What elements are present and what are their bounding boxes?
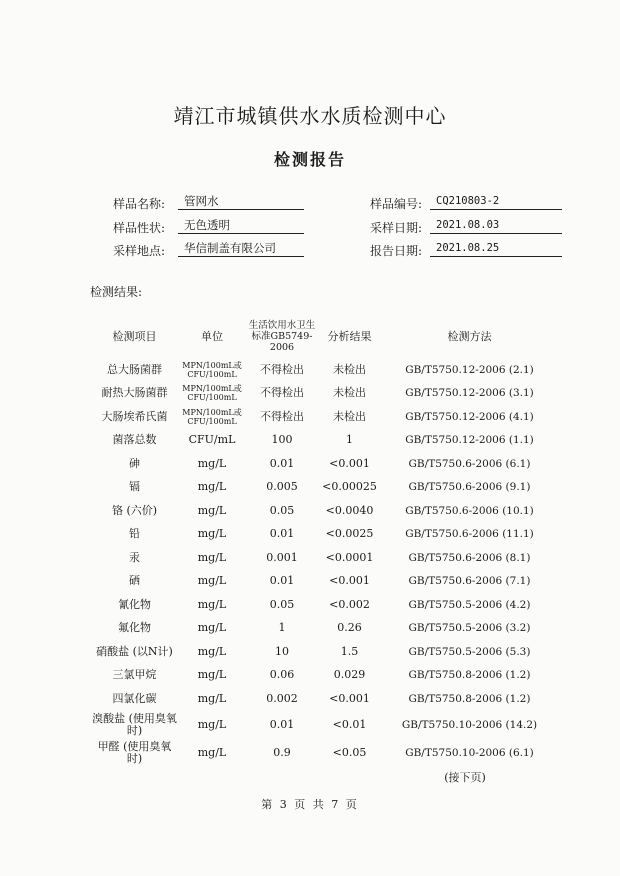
- header-item: 检测项目: [112, 330, 157, 343]
- row-item: 砷: [129, 456, 140, 470]
- row-unit: MPN/100mL或CFU/100mL: [182, 384, 242, 403]
- row-item: 铅: [129, 527, 140, 541]
- row-item: 甲醛 (使用臭氧时): [97, 739, 172, 765]
- row-unit: MPN/100mL或CFU/100mL: [182, 407, 242, 426]
- row-result: 未检出: [333, 362, 366, 376]
- results-label: 检测结果:: [90, 285, 143, 299]
- organization-name: 靖江市城镇供水水质检测中心: [173, 104, 447, 128]
- row-method: GB/T5750.6-2006 (9.1): [408, 481, 531, 494]
- table-row: [92, 382, 557, 406]
- row-limit: 0.001: [266, 550, 298, 564]
- row-unit: mg/L: [197, 745, 227, 759]
- sample-no-value: CQ210803-2: [430, 193, 562, 210]
- row-unit: CFU/mL: [188, 433, 236, 447]
- row-limit: 0.01: [269, 574, 295, 588]
- table-header-row: [92, 314, 557, 358]
- row-unit: mg/L: [197, 503, 227, 517]
- row-limit: 0.05: [269, 503, 295, 517]
- sample-name-label: 样品名称:: [113, 197, 166, 211]
- row-limit: 0.9: [273, 745, 291, 759]
- row-method: GB/T5750.6-2006 (7.1): [408, 575, 531, 588]
- table-row: [92, 405, 557, 429]
- header-standard: 生活饮用水卫生标准GB5749-2006: [248, 319, 316, 353]
- row-item: 镉: [129, 480, 140, 494]
- table-row: [92, 358, 557, 382]
- row-result: <0.00025: [322, 480, 377, 494]
- row-item: 耐热大肠菌群: [101, 386, 168, 400]
- row-limit: 不得检出: [260, 362, 304, 376]
- header-unit: 单位: [201, 330, 223, 343]
- row-unit: mg/L: [197, 527, 227, 541]
- row-unit: mg/L: [197, 480, 227, 494]
- row-result: <0.001: [329, 691, 370, 705]
- row-result: 1: [346, 433, 353, 447]
- sampling-date-value: 2021.08.03: [430, 217, 562, 234]
- row-result: <0.05: [332, 745, 367, 759]
- table-row: [92, 617, 557, 641]
- row-result: 0.029: [333, 668, 366, 682]
- row-method: GB/T5750.10-2006 (14.2): [401, 718, 538, 731]
- sample-nature-label: 样品性状:: [113, 221, 166, 235]
- table-row: [92, 452, 557, 476]
- row-unit: MPN/100mL或CFU/100mL: [182, 360, 242, 379]
- table-row: [92, 476, 557, 500]
- row-method: GB/T5750.5-2006 (4.2): [408, 598, 531, 611]
- row-method: GB/T5750.8-2006 (1.2): [408, 692, 531, 705]
- row-result: 未检出: [333, 386, 366, 400]
- row-result: <0.0001: [325, 550, 374, 564]
- row-item: 氰化物: [118, 597, 151, 611]
- row-limit: 不得检出: [260, 409, 304, 423]
- row-method: GB/T5750.6-2006 (11.1): [405, 528, 534, 541]
- table-row: [92, 523, 557, 547]
- row-method: GB/T5750.10-2006 (6.1): [405, 746, 534, 759]
- row-unit: mg/L: [197, 574, 227, 588]
- row-item: 氟化物: [118, 621, 151, 635]
- sample-no-label: 样品编号:: [370, 197, 423, 211]
- report-date-value: 2021.08.25: [430, 240, 562, 257]
- row-unit: mg/L: [197, 456, 227, 470]
- row-result: 0.26: [337, 621, 362, 635]
- row-item: 硒: [129, 574, 140, 588]
- table-row: [92, 570, 557, 594]
- row-item: 总大肠菌群: [107, 362, 162, 376]
- row-result: 未检出: [333, 409, 366, 423]
- table-row: [92, 640, 557, 664]
- row-limit: 0.005: [266, 480, 298, 494]
- row-unit: mg/L: [197, 668, 227, 682]
- row-limit: 10: [275, 644, 289, 658]
- row-limit: 0.002: [266, 691, 298, 705]
- sampling-site-label: 采样地点:: [113, 244, 166, 258]
- table-row: [92, 546, 557, 570]
- row-item: 三氯甲烷: [112, 668, 157, 682]
- report-title: 检测报告: [273, 150, 346, 169]
- row-result: <0.001: [329, 574, 370, 588]
- header-result: 分析结果: [327, 330, 372, 343]
- row-item: 菌落总数: [112, 433, 157, 447]
- row-unit: mg/L: [197, 691, 227, 705]
- row-method: GB/T5750.6-2006 (6.1): [408, 457, 531, 470]
- sample-nature-value: 无色透明: [178, 217, 304, 234]
- row-unit: mg/L: [197, 550, 227, 564]
- row-method: GB/T5750.6-2006 (10.1): [405, 504, 534, 517]
- header-method: 检测方法: [447, 330, 492, 343]
- row-method: GB/T5750.5-2006 (5.3): [408, 645, 531, 658]
- sample-name-value: 管网水: [178, 193, 304, 210]
- results-table: [92, 314, 557, 767]
- row-result: <0.0025: [325, 527, 374, 541]
- sampling-site-value: 华信制盖有限公司: [178, 240, 304, 257]
- table-row: [92, 429, 557, 453]
- row-method: GB/T5750.12-2006 (4.1): [405, 410, 534, 423]
- continued-note: (接下页): [444, 771, 486, 784]
- row-result: <0.01: [332, 717, 367, 731]
- row-limit: 0.05: [269, 597, 295, 611]
- row-method: GB/T5750.12-2006 (2.1): [405, 363, 534, 376]
- row-unit: mg/L: [197, 621, 227, 635]
- table-row: [92, 593, 557, 617]
- page-number: 第 3 页 共 7 页: [261, 798, 359, 811]
- row-item: 汞: [129, 550, 140, 564]
- row-result: <0.001: [329, 456, 370, 470]
- row-limit: 100: [271, 433, 293, 447]
- table-row: [92, 711, 557, 739]
- row-item: 铬 (六价): [111, 503, 158, 517]
- row-limit: 0.01: [269, 527, 295, 541]
- row-result: <0.0040: [325, 503, 374, 517]
- row-method: GB/T5750.12-2006 (1.1): [405, 434, 534, 447]
- row-limit: 1: [278, 621, 286, 635]
- table-row: [92, 664, 557, 688]
- table-row: [92, 499, 557, 523]
- table-row: [92, 687, 557, 711]
- row-method: GB/T5750.8-2006 (1.2): [408, 669, 531, 682]
- table-row: [92, 739, 557, 767]
- row-result: <0.002: [329, 597, 370, 611]
- row-method: GB/T5750.5-2006 (3.2): [408, 622, 531, 635]
- row-method: GB/T5750.6-2006 (8.1): [408, 551, 531, 564]
- report-date-label: 报告日期:: [370, 244, 423, 258]
- row-result: 1.5: [340, 644, 359, 658]
- row-limit: 不得检出: [260, 386, 304, 400]
- row-unit: mg/L: [197, 717, 227, 731]
- row-limit: 0.01: [269, 456, 295, 470]
- row-limit: 0.01: [269, 717, 295, 731]
- row-item: 大肠埃希氏菌: [101, 409, 168, 423]
- sampling-date-label: 采样日期:: [370, 221, 423, 235]
- row-unit: mg/L: [197, 597, 227, 611]
- row-unit: mg/L: [197, 644, 227, 658]
- row-item: 四氯化碳: [112, 691, 157, 705]
- row-limit: 0.06: [269, 668, 295, 682]
- row-item: 溴酸盐 (使用臭氧时): [92, 711, 177, 737]
- row-item: 硝酸盐 (以N计): [96, 644, 173, 658]
- row-method: GB/T5750.12-2006 (3.1): [405, 387, 534, 400]
